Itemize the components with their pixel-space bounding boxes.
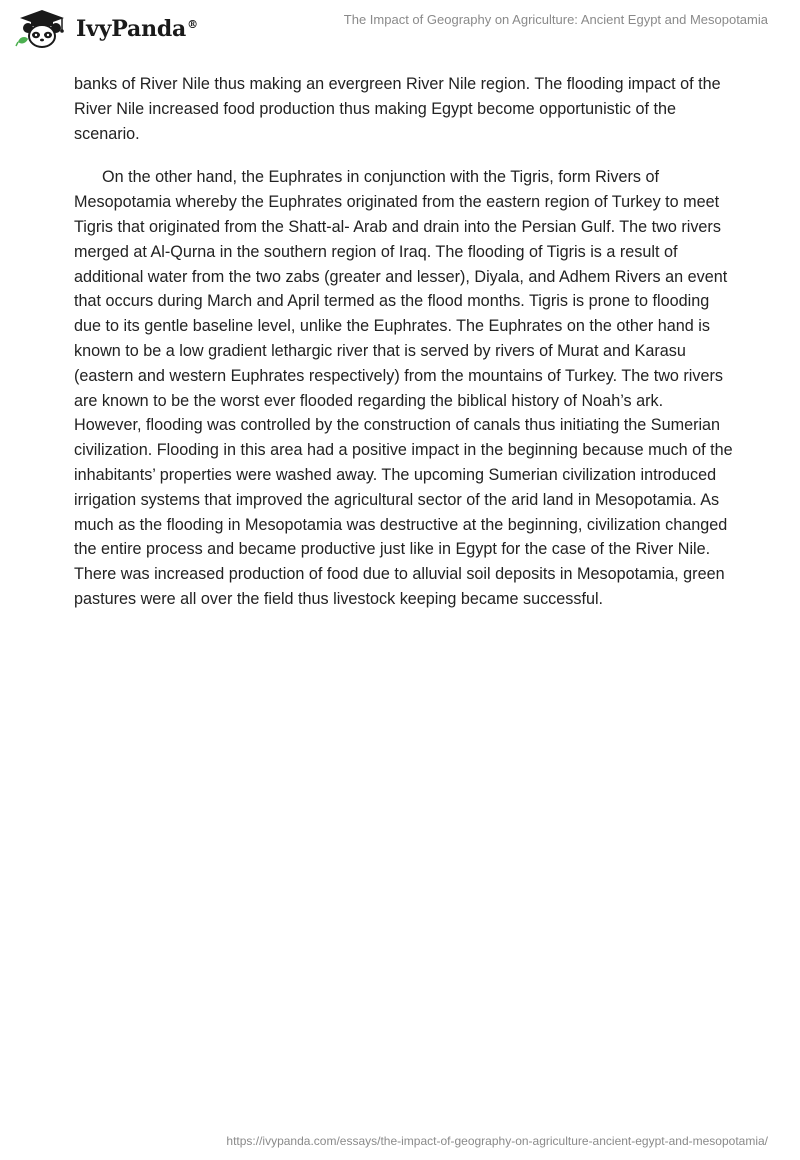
document-title: The Impact of Geography on Agriculture: Ancient Egypt and Mesopotamia [343,12,768,27]
registered-mark: ® [187,17,198,31]
source-url[interactable]: https://ivypanda.com/essays/the-impact-of-geography-on-agriculture-ancient-egypt-and-mesopotamia/ [226,1134,768,1148]
brand-name: IvyPanda® [76,16,198,42]
essay-body [74,72,734,612]
paragraph-continued: banks of River Nile thus making an evergreen River Nile region. The flooding impact of the River Nile increased food production thus making Egypt become opportunistic of the scenario. [74,75,721,143]
paragraph: On the other hand, the Euphrates in conjunction with the Tigris, form Rivers of Mesopotamia whereby the Euphrates originated from the eastern region of Turkey to meet Tigris that originated from the Shatt-al- Arab and drain into the Persian Gulf. The two rivers merged at Al-Qurna in the southern region of Iraq. The flooding of Tigris is a result of additional water from the two zabs (greater and lesser), Diyala, and Adhem Rivers an event that occurs during March and April termed as the flood months. Tigris is prone to flooding due to its gentle baseline level, unlike the Euphrates. The Euphrates on the other hand is known to be a low gradient lethargic river that is served by rivers of Murat and Karasu (eastern and western Euphrates respectively) from the mountains of Turkey. The two rivers are known to be the worst ever flooded regarding the biblical history of Noah’s ark. However, flooding was controlled by the construction of canals thus initiating the Sumerian civilization. Flooding in this area had a positive impact in the beginning because much of the inhabitants’ properties were washed away. The upcoming Sumerian civilization introduced irrigation systems that improved the agricultural sector of the arid land in Mesopotamia. As much as the flooding in Mesopotamia was destructive at the beginning, civilization changed the entire process and became productive just like in Egypt for the case of the River Nile. There was increased production of food due to alluvial soil deposits in Mesopotamia, green pastures were all over the field thus livestock keeping became successful. [74,168,733,608]
ivypanda-logo[interactable] [14,8,198,50]
page-header [0,0,800,60]
panda-graduate-icon [14,8,70,50]
